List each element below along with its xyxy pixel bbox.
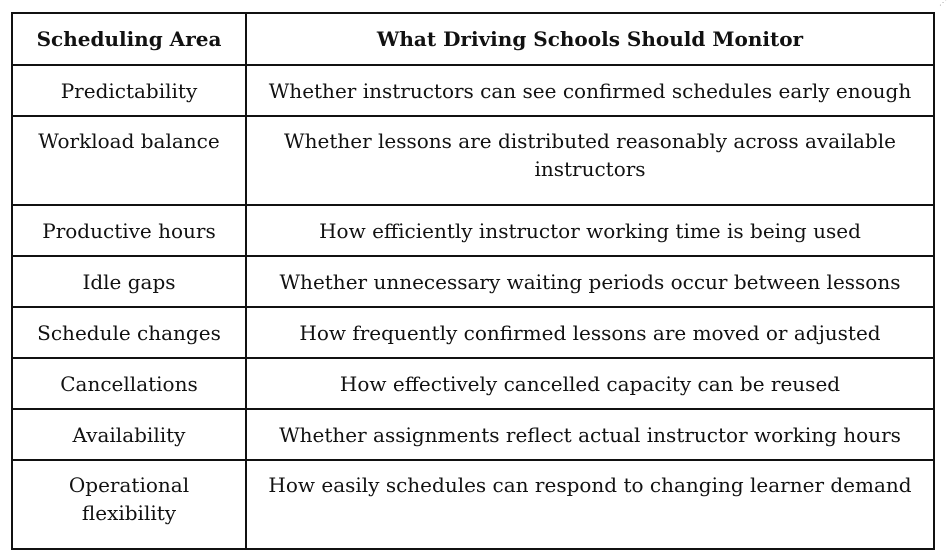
table-header-row: [12, 13, 934, 65]
area-cell: Cancellations: [12, 358, 246, 409]
monitor-cell: Whether assignments reflect actual instructor working hours: [246, 409, 934, 460]
area-cell: Predictability: [12, 65, 246, 116]
table-row: [12, 116, 934, 205]
header-what-to-monitor: What Driving Schools Should Monitor: [246, 13, 934, 65]
table-row: [12, 256, 934, 307]
area-cell: Workload balance: [12, 116, 246, 205]
scheduling-monitor-table: [11, 12, 935, 550]
monitor-cell: How frequently confirmed lessons are moved or adjusted: [246, 307, 934, 358]
table-row: [12, 205, 934, 256]
table-row: [12, 307, 934, 358]
resize-grip-icon: ⋰: [939, 0, 947, 7]
table-row: [12, 65, 934, 116]
header-scheduling-area: Scheduling Area: [12, 13, 246, 65]
table-row: [12, 460, 934, 549]
monitor-cell: How efficiently instructor working time is being used: [246, 205, 934, 256]
monitor-cell: How effectively cancelled capacity can be reused: [246, 358, 934, 409]
area-cell: Productive hours: [12, 205, 246, 256]
area-cell: Schedule changes: [12, 307, 246, 358]
monitor-cell: Whether unnecessary waiting periods occur between lessons: [246, 256, 934, 307]
area-cell: Operational flexibility: [12, 460, 246, 549]
monitor-cell: How easily schedules can respond to changing learner demand: [246, 460, 934, 549]
monitor-cell: Whether instructors can see confirmed schedules early enough: [246, 65, 934, 116]
table-row: [12, 358, 934, 409]
area-cell: Idle gaps: [12, 256, 246, 307]
monitor-cell: Whether lessons are distributed reasonably across available instructors: [246, 116, 934, 205]
area-cell: Availability: [12, 409, 246, 460]
table-row: [12, 409, 934, 460]
